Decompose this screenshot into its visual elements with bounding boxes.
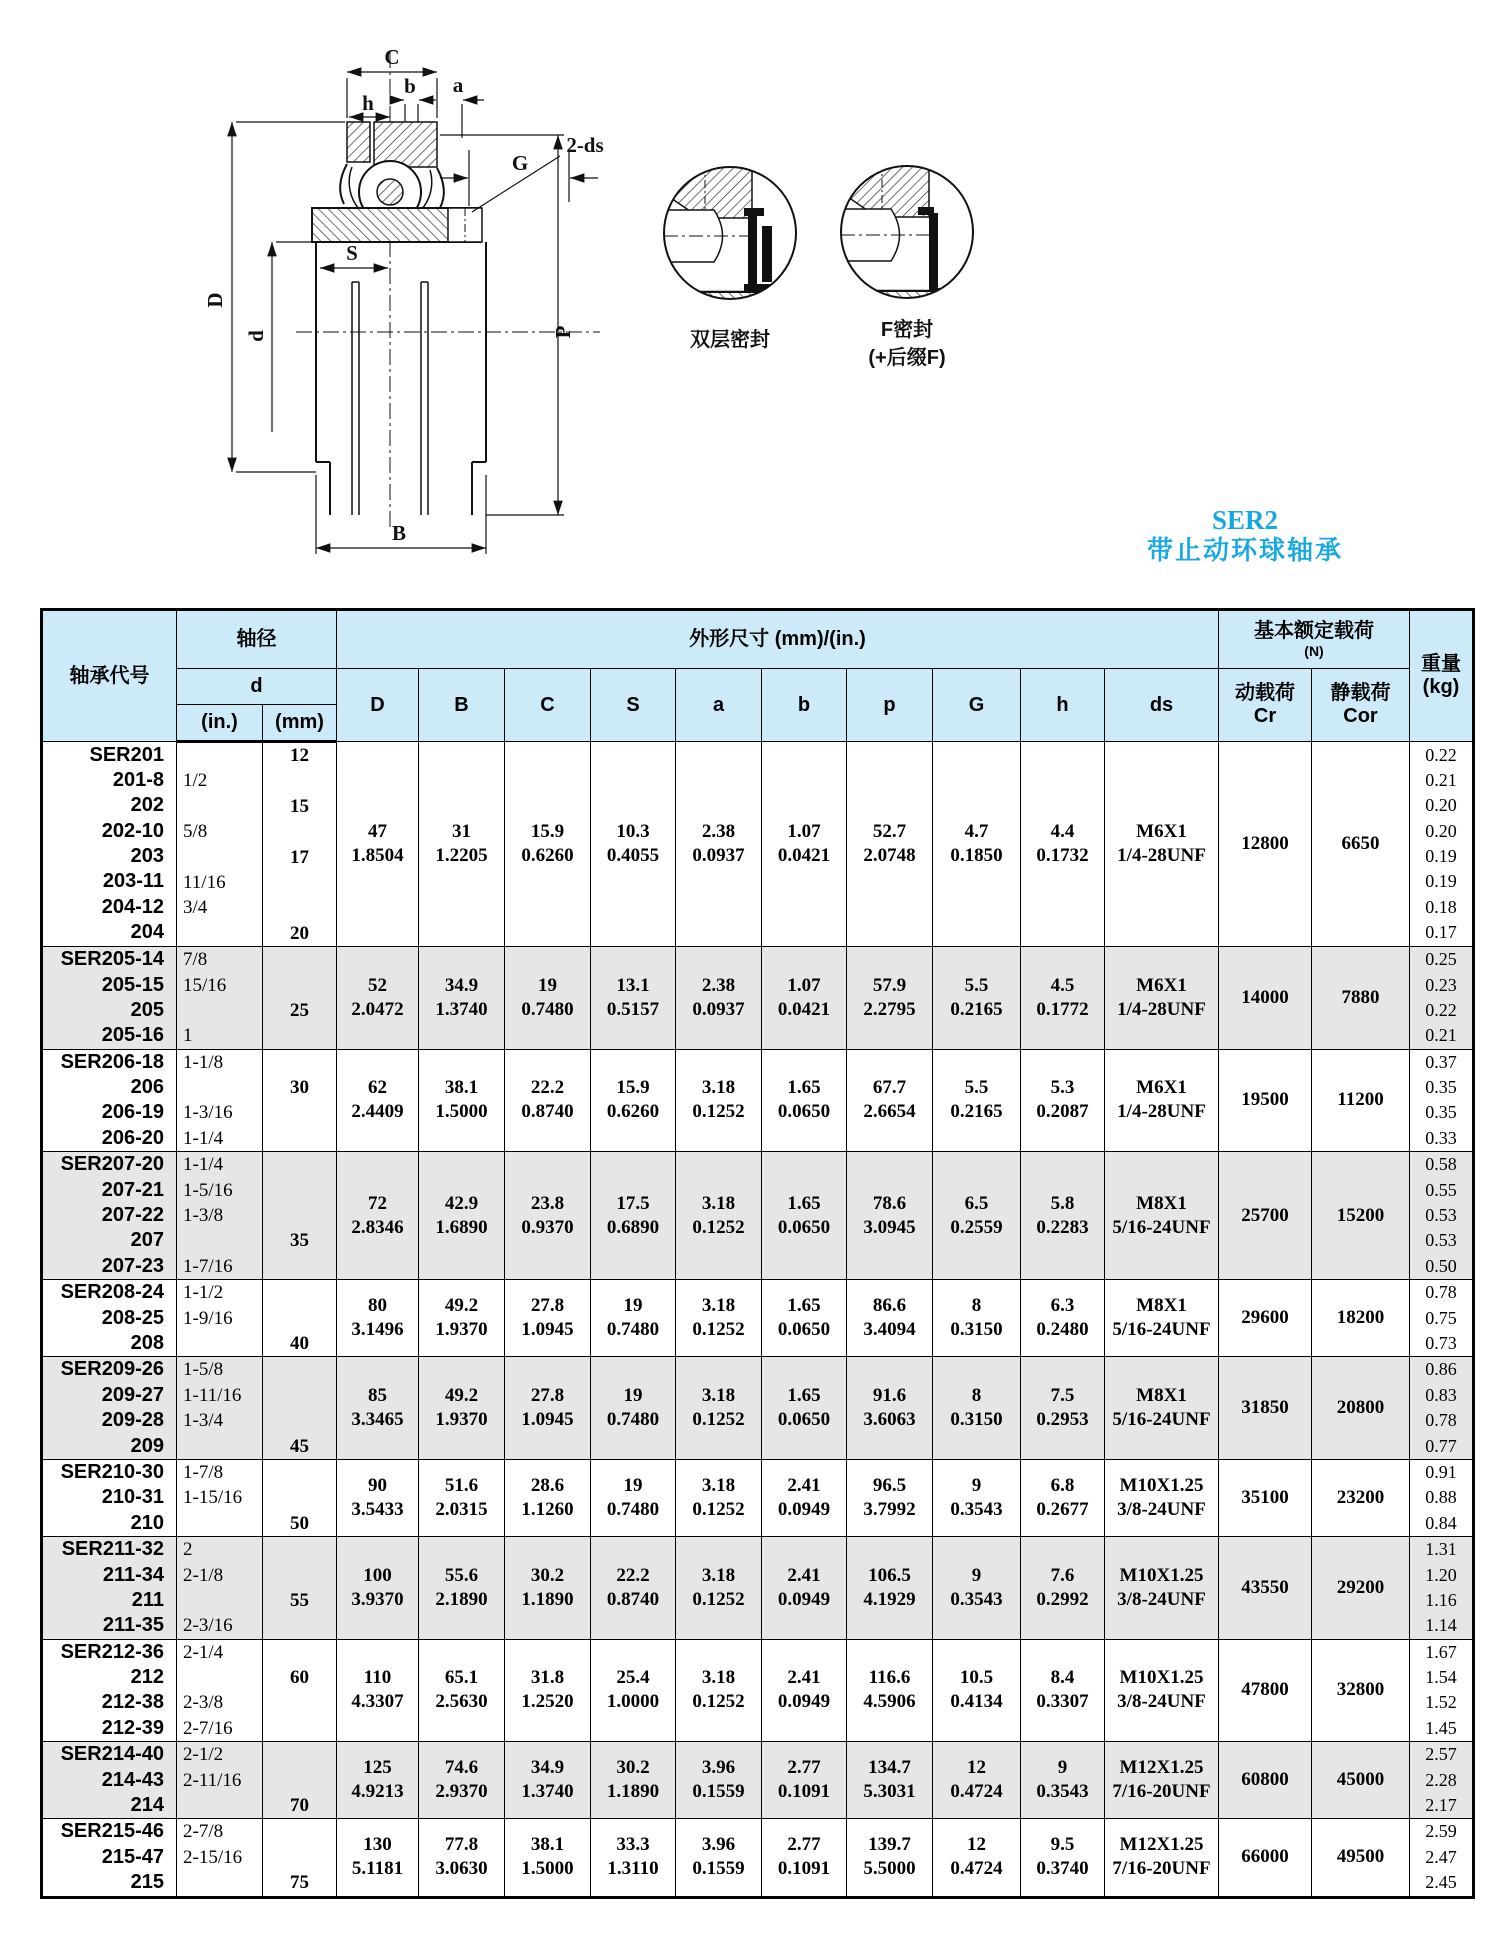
dim-cell-b: 2.41 0.0949 [762,1639,847,1742]
static-load-cell: 18200 [1312,1280,1410,1357]
dynamic-load-cell: 29600 [1219,1280,1312,1357]
header-dynamic-load: 动载荷 Cr [1219,669,1312,742]
spec-group-SER214-40 [42,1742,1474,1819]
dim-cell-C: 28.6 1.1260 [505,1459,591,1536]
dim-cell-G: 8 0.3150 [933,1280,1021,1357]
shaft-inch-cell: 2-1/4 2-3/8 2-7/16 [177,1639,263,1742]
header-basic-load-title: 基本额定载荷 [1254,619,1374,642]
dim-cell-h: 7.6 0.2992 [1021,1537,1105,1640]
dim-cell-a: 3.18 0.1252 [676,1639,762,1742]
dim-cell-G: 5.5 0.2165 [933,1049,1021,1152]
series-name: 带止动环球轴承 [1146,535,1343,565]
static-load-cell: 7880 [1312,947,1410,1050]
dynamic-load-cell: 25700 [1219,1152,1312,1280]
dim-label-S: S [346,241,358,265]
header-dim-B: B [419,669,505,742]
dim-cell-a: 3.18 0.1252 [676,1049,762,1152]
shaft-mm-cell: 35 [263,1152,337,1280]
weight-cell: 0.22 0.21 0.20 0.20 0.19 0.19 0.18 0.17 [1410,742,1474,947]
spec-group-SER209-26 [42,1357,1474,1460]
spec-group-SER215-46 [42,1819,1474,1897]
dim-cell-ds: M6X1 1/4-28UNF [1105,1049,1219,1152]
spec-table-header [42,610,1474,742]
weight-cell: 2.59 2.47 2.45 [1410,1819,1474,1897]
shaft-mm-cell: 70 [263,1742,337,1819]
bearing-code-cell: SER206-18 206 206-19 206-20 [42,1049,177,1152]
bearing-spec-table [40,608,1475,1899]
shaft-mm-cell: 60 [263,1639,337,1742]
shaft-inch-cell: 2-7/8 2-15/16 [177,1819,263,1897]
shaft-inch-cell: 7/8 15/16 1 [177,947,263,1050]
bearing-code-cell: SER214-40 214-43 214 [42,1742,177,1819]
main-section-view [296,52,600,528]
series-code: SER2 [1211,505,1279,535]
dim-cell-S: 19 0.7480 [591,1357,676,1460]
dim-label-C: C [384,45,400,69]
dim-cell-G: 9 0.3543 [933,1459,1021,1536]
detail-view-double-seal [662,160,798,351]
spec-group-SER201 [42,742,1474,947]
static-load-cell: 15200 [1312,1152,1410,1280]
shaft-inch-cell: 1-5/8 1-11/16 1-3/4 [177,1357,263,1460]
shaft-mm-cell: 25 [263,947,337,1050]
dim-cell-D: 80 3.1496 [337,1280,419,1357]
bearing-code-cell: SER210-30 210-31 210 [42,1459,177,1536]
dynamic-load-cell: 12800 [1219,742,1312,947]
static-load-cell: 32800 [1312,1639,1410,1742]
dim-cell-b: 1.65 0.0650 [762,1049,847,1152]
dim-cell-S: 25.4 1.0000 [591,1639,676,1742]
header-dim-S: S [591,669,676,742]
shaft-mm-cell: 75 [263,1819,337,1897]
dim-label-2ds: 2-ds [566,133,604,157]
shaft-inch-cell: 2 2-1/8 2-3/16 [177,1537,263,1640]
dim-cell-h: 9.5 0.3740 [1021,1819,1105,1897]
spec-table-body [42,742,1474,1898]
dim-cell-ds: M8X1 5/16-24UNF [1105,1152,1219,1280]
dim-cell-S: 10.3 0.4055 [591,742,676,947]
dim-cell-B: 74.6 2.9370 [419,1742,505,1819]
dim-cell-a: 2.38 0.0937 [676,742,762,947]
dim-cell-p: 106.5 4.1929 [847,1537,933,1640]
dim-cell-S: 17.5 0.6890 [591,1152,676,1280]
header-basic-load-unit: (N) [1304,642,1324,659]
shaft-inch-cell: 1/2 5/8 11/16 3/4 [177,742,263,947]
dim-cell-p: 78.6 3.0945 [847,1152,933,1280]
dynamic-load-cell: 14000 [1219,947,1312,1050]
header-dim-ds: ds [1105,669,1219,742]
weight-cell: 1.31 1.20 1.16 1.14 [1410,1537,1474,1640]
dim-cell-ds: M6X1 1/4-28UNF [1105,742,1219,947]
dim-cell-B: 77.8 3.0630 [419,1819,505,1897]
dim-cell-h: 8.4 0.3307 [1021,1639,1105,1742]
bearing-code-cell: SER215-46 215-47 215 [42,1819,177,1897]
spec-group-SER205-14 [42,947,1474,1050]
weight-cell: 0.37 0.35 0.35 0.33 [1410,1049,1474,1152]
dim-cell-a: 3.96 0.1559 [676,1742,762,1819]
spec-group-SER212-36 [42,1639,1474,1742]
static-load-cell: 49500 [1312,1819,1410,1897]
dim-cell-p: 52.7 2.0748 [847,742,933,947]
dim-cell-a: 3.96 0.1559 [676,1819,762,1897]
dim-cell-h: 7.5 0.2953 [1021,1357,1105,1460]
header-inch: (in.) [177,705,263,742]
spec-group-SER211-32 [42,1537,1474,1640]
static-load-cell: 45000 [1312,1742,1410,1819]
dynamic-load-cell: 60800 [1219,1742,1312,1819]
header-dim-b: b [762,669,847,742]
dim-cell-p: 134.7 5.3031 [847,1742,933,1819]
dim-cell-S: 30.2 1.1890 [591,1742,676,1819]
dim-cell-C: 27.8 1.0945 [505,1357,591,1460]
shaft-mm-cell: 55 [263,1537,337,1640]
weight-cell: 0.25 0.23 0.22 0.21 [1410,947,1474,1050]
static-load-cell: 6650 [1312,742,1410,947]
dim-cell-b: 1.65 0.0650 [762,1280,847,1357]
header-basic-load [1219,610,1410,669]
header-dim-D: D [337,669,419,742]
dim-cell-S: 19 0.7480 [591,1280,676,1357]
header-weight-unit: (kg) [1422,676,1460,698]
series-title-block [1080,505,1410,565]
spec-group-SER207-20 [42,1152,1474,1280]
dim-cell-D: 52 2.0472 [337,947,419,1050]
dim-cell-b: 1.07 0.0421 [762,742,847,947]
bearing-code-cell: SER212-36 212 212-38 212-39 [42,1639,177,1742]
shaft-mm-cell: 40 [263,1280,337,1357]
dim-label-h: h [362,91,374,115]
spec-group-SER210-30 [42,1459,1474,1536]
dim-cell-b: 2.77 0.1091 [762,1742,847,1819]
weight-cell: 0.91 0.88 0.84 [1410,1459,1474,1536]
dim-cell-B: 49.2 1.9370 [419,1357,505,1460]
dim-cell-h: 6.3 0.2480 [1021,1280,1105,1357]
dim-cell-b: 2.41 0.0949 [762,1459,847,1536]
dim-label-P: P [551,325,575,339]
dim-cell-ds: M10X1.25 3/8-24UNF [1105,1537,1219,1640]
dim-cell-D: 47 1.8504 [337,742,419,947]
dim-cell-C: 15.9 0.6260 [505,742,591,947]
dim-cell-G: 12 0.4724 [933,1742,1021,1819]
dim-cell-D: 110 4.3307 [337,1639,419,1742]
dim-cell-b: 2.41 0.0949 [762,1537,847,1640]
dim-cell-b: 2.77 0.1091 [762,1819,847,1897]
bearing-code-cell: SER211-32 211-34 211 211-35 [42,1537,177,1640]
dim-cell-p: 67.7 2.6654 [847,1049,933,1152]
header-d: d [177,669,337,705]
f-seal-caption: F密封 [880,319,934,341]
weight-cell: 0.78 0.75 0.73 [1410,1280,1474,1357]
dim-cell-p: 139.7 5.5000 [847,1819,933,1897]
weight-cell: 2.57 2.28 2.17 [1410,1742,1474,1819]
dim-cell-a: 3.18 0.1252 [676,1357,762,1460]
header-dimensions: 外形尺寸 (mm)/(in.) [337,610,1219,669]
dim-cell-B: 34.9 1.3740 [419,947,505,1050]
dim-cell-C: 34.9 1.3740 [505,1742,591,1819]
dynamic-load-cell: 35100 [1219,1459,1312,1536]
static-load-cell: 11200 [1312,1049,1410,1152]
dim-cell-ds: M10X1.25 3/8-24UNF [1105,1459,1219,1536]
bearing-code-cell: SER209-26 209-27 209-28 209 [42,1357,177,1460]
dim-cell-B: 65.1 2.5630 [419,1639,505,1742]
detail-view-f-seal [839,159,975,369]
dim-cell-C: 27.8 1.0945 [505,1280,591,1357]
dim-cell-a: 2.38 0.0937 [676,947,762,1050]
dim-label-B: B [391,521,407,545]
dim-cell-D: 100 3.9370 [337,1537,419,1640]
header-shaft-diameter: 轴径 [177,610,337,669]
dim-cell-G: 10.5 0.4134 [933,1639,1021,1742]
header-dim-C: C [505,669,591,742]
dim-cell-p: 91.6 3.6063 [847,1357,933,1460]
dim-cell-B: 49.2 1.9370 [419,1280,505,1357]
shaft-mm-cell: 45 [263,1357,337,1460]
dim-cell-B: 31 1.2205 [419,742,505,947]
dim-cell-p: 116.6 4.5906 [847,1639,933,1742]
dynamic-load-cell: 31850 [1219,1357,1312,1460]
dim-cell-ds: M10X1.25 3/8-24UNF [1105,1639,1219,1742]
dim-cell-D: 130 5.1181 [337,1819,419,1897]
bearing-code-cell: SER205-14 205-15 205 205-16 [42,947,177,1050]
dim-cell-B: 51.6 2.0315 [419,1459,505,1536]
dim-cell-D: 90 3.5433 [337,1459,419,1536]
dim-cell-b: 1.07 0.0421 [762,947,847,1050]
dim-label-D: D [203,292,227,308]
dim-cell-C: 38.1 1.5000 [505,1819,591,1897]
dim-cell-C: 19 0.7480 [505,947,591,1050]
shaft-mm-cell: 50 [263,1459,337,1536]
spec-group-SER206-18 [42,1049,1474,1152]
dynamic-load-cell: 47800 [1219,1639,1312,1742]
dim-cell-ds: M8X1 5/16-24UNF [1105,1357,1219,1460]
dim-cell-C: 23.8 0.9370 [505,1152,591,1280]
dim-cell-B: 42.9 1.6890 [419,1152,505,1280]
dim-cell-h: 9 0.3543 [1021,1742,1105,1819]
bearing-code-cell: SER201 201-8 202 202-10 203 203-11 204-12 204 [42,742,177,947]
dim-cell-G: 8 0.3150 [933,1357,1021,1460]
weight-cell: 0.58 0.55 0.53 0.53 0.50 [1410,1152,1474,1280]
dimension-labels [203,45,604,545]
dim-cell-p: 57.9 2.2795 [847,947,933,1050]
weight-cell: 0.86 0.83 0.78 0.77 [1410,1357,1474,1460]
static-load-cell: 29200 [1312,1537,1410,1640]
dim-cell-G: 6.5 0.2559 [933,1152,1021,1280]
dim-cell-D: 72 2.8346 [337,1152,419,1280]
dim-cell-b: 1.65 0.0650 [762,1152,847,1280]
dim-cell-C: 31.8 1.2520 [505,1639,591,1742]
dim-cell-h: 5.3 0.2087 [1021,1049,1105,1152]
dim-cell-D: 85 3.3465 [337,1357,419,1460]
header-weight-title: 重量 [1421,653,1461,675]
dim-cell-B: 38.1 1.5000 [419,1049,505,1152]
dim-label-d: d [244,330,268,342]
weight-cell: 1.67 1.54 1.52 1.45 [1410,1639,1474,1742]
shaft-inch-cell: 1-1/2 1-9/16 [177,1280,263,1357]
dim-cell-b: 1.65 0.0650 [762,1357,847,1460]
double-seal-caption: 双层密封 [690,329,770,351]
dim-cell-ds: M12X1.25 7/16-20UNF [1105,1819,1219,1897]
header-dim-a: a [676,669,762,742]
shaft-inch-cell: 1-1/8 1-3/16 1-1/4 [177,1049,263,1152]
dim-label-G: G [511,151,529,175]
dim-cell-h: 4.4 0.1732 [1021,742,1105,947]
dim-label-a: a [452,73,464,97]
bearing-code-cell: SER207-20 207-21 207-22 207 207-23 [42,1152,177,1280]
shaft-mm-cell: 30 [263,1049,337,1152]
dim-cell-S: 22.2 0.8740 [591,1537,676,1640]
dynamic-load-cell: 19500 [1219,1049,1312,1152]
dim-cell-p: 96.5 3.7992 [847,1459,933,1536]
dim-cell-G: 4.7 0.1850 [933,742,1021,947]
dim-cell-B: 55.6 2.1890 [419,1537,505,1640]
bearing-code-cell: SER208-24 208-25 208 [42,1280,177,1357]
dim-cell-a: 3.18 0.1252 [676,1537,762,1640]
dim-cell-G: 9 0.3543 [933,1537,1021,1640]
header-dim-p: p [847,669,933,742]
dim-cell-ds: M6X1 1/4-28UNF [1105,947,1219,1050]
dim-cell-ds: M12X1.25 7/16-20UNF [1105,1742,1219,1819]
dim-cell-S: 15.9 0.6260 [591,1049,676,1152]
f-seal-suffix-caption: (+后缀F) [868,347,946,369]
header-dim-h: h [1021,669,1105,742]
dim-cell-C: 22.2 0.8740 [505,1049,591,1152]
static-load-cell: 23200 [1312,1459,1410,1536]
spec-group-SER208-24 [42,1280,1474,1357]
shaft-inch-cell: 1-7/8 1-15/16 [177,1459,263,1536]
header-static-load: 静载荷 Cor [1312,669,1410,742]
shaft-inch-cell: 2-1/2 2-11/16 [177,1742,263,1819]
header-dim-G: G [933,669,1021,742]
dim-cell-G: 12 0.4724 [933,1819,1021,1897]
dim-cell-h: 4.5 0.1772 [1021,947,1105,1050]
header-bearing-code: 轴承代号 [42,610,177,742]
dim-cell-C: 30.2 1.1890 [505,1537,591,1640]
dim-cell-p: 86.6 3.4094 [847,1280,933,1357]
dim-label-b: b [404,74,416,98]
dim-cell-S: 19 0.7480 [591,1459,676,1536]
shaft-mm-cell: 12 15 17 20 [263,742,337,947]
dynamic-load-cell: 66000 [1219,1819,1312,1897]
dim-cell-G: 5.5 0.2165 [933,947,1021,1050]
header-mm: (mm) [263,705,337,742]
dim-cell-h: 5.8 0.2283 [1021,1152,1105,1280]
dim-cell-a: 3.18 0.1252 [676,1152,762,1280]
dim-cell-D: 125 4.9213 [337,1742,419,1819]
dim-cell-S: 13.1 0.5157 [591,947,676,1050]
dim-cell-h: 6.8 0.2677 [1021,1459,1105,1536]
header-weight [1410,610,1474,742]
static-load-cell: 20800 [1312,1357,1410,1460]
shaft-inch-cell: 1-1/4 1-5/16 1-3/8 1-7/16 [177,1152,263,1280]
dim-cell-S: 33.3 1.3110 [591,1819,676,1897]
dim-cell-a: 3.18 0.1252 [676,1459,762,1536]
dim-cell-ds: M8X1 5/16-24UNF [1105,1280,1219,1357]
dim-cell-a: 3.18 0.1252 [676,1280,762,1357]
dim-cell-D: 62 2.4409 [337,1049,419,1152]
dynamic-load-cell: 43550 [1219,1537,1312,1640]
